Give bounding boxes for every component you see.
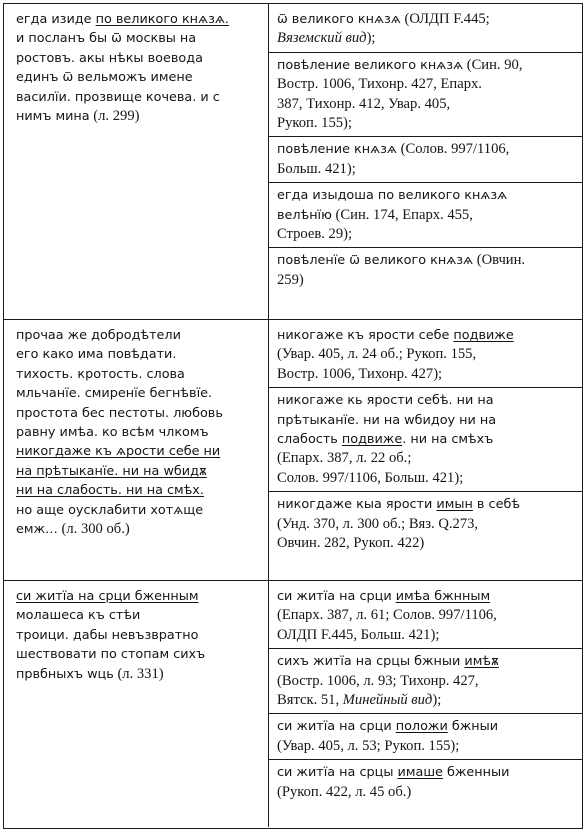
text-line	[16, 501, 260, 520]
variant-reading	[277, 140, 574, 179]
text-segment: равну имѣа. ко всѣм члкомъ	[16, 425, 209, 441]
text-segment: (л. 299)	[89, 108, 140, 125]
text-line	[277, 75, 574, 94]
text-segment: на прѣтыканїе. ни на wбидѫ	[16, 463, 207, 479]
table-row-3	[4, 581, 582, 827]
text-segment: себе	[414, 328, 454, 343]
text-segment: никогдаже къ ѧрости себе ни	[16, 444, 221, 460]
text-line	[277, 10, 574, 29]
text-segment: молашеса къ стѣи	[16, 608, 141, 624]
text-line	[277, 411, 574, 430]
text-segment: имын	[436, 497, 473, 513]
text-segment: ѿ великого кнѧзѧ	[277, 12, 401, 27]
text-line	[277, 251, 574, 270]
variant-reading	[277, 186, 574, 244]
text-segment: си житїа на срци бженным	[16, 589, 199, 604]
text-segment: емж…	[16, 522, 58, 538]
text-line	[16, 606, 260, 625]
text-segment: мльчанїе. смиренїе бегнѣвїе.	[16, 386, 213, 402]
text-segment: (Син. 174, Епарх. 455,	[331, 206, 473, 223]
text-segment: в себѣ	[472, 497, 520, 513]
text-line	[277, 691, 574, 710]
variant-divider	[269, 648, 582, 649]
variant-reading	[277, 251, 574, 290]
text-line	[16, 326, 260, 345]
text-segment: );	[432, 692, 442, 709]
text-segment: по великого кнѧзѧ.	[95, 12, 229, 27]
row-3-right-cell	[269, 581, 582, 827]
text-line	[277, 626, 574, 645]
text-line	[16, 29, 260, 48]
text-line	[277, 587, 574, 606]
variant-divider	[269, 136, 582, 137]
text-line	[277, 717, 574, 736]
text-segment: (Увар. 405, л. 53; Рукоп. 155);	[277, 737, 460, 754]
text-segment: нимъ мина	[16, 109, 90, 125]
text-segment: си житїа на срци	[277, 719, 396, 735]
row-3-left-cell	[4, 581, 269, 827]
text-segment: никогаже кь ярости себѣ. ни на	[277, 393, 494, 409]
text-segment: сихъ житїа на срцы бжныи	[277, 654, 465, 670]
text-segment: (л. 300 об.)	[57, 521, 130, 538]
text-line	[277, 391, 574, 410]
text-segment: Больш. 421);	[277, 160, 356, 177]
text-segment: (Унд. 370, л. 300 об.; Вяз. Q.273,	[277, 515, 479, 532]
text-segment: 259)	[277, 271, 304, 288]
text-line	[277, 606, 574, 625]
text-segment: си житїа на срцы	[277, 765, 398, 781]
text-segment: простота бес пестоты. любовь	[16, 405, 223, 421]
row-1-left-cell	[4, 4, 269, 319]
text-line	[277, 56, 574, 75]
text-segment: имаше	[397, 765, 443, 781]
variant-reading	[277, 56, 574, 134]
text-line	[16, 10, 260, 29]
text-segment: 387, Тихонр. 412, Увар. 405,	[277, 95, 451, 112]
text-segment: (Рукоп. 422, л. 45 об.)	[277, 783, 412, 800]
text-segment: . ни на смѣхъ	[402, 432, 494, 448]
variant-divider	[269, 387, 582, 388]
text-line	[16, 626, 260, 645]
row-2-right-cell	[269, 320, 582, 580]
text-line	[16, 442, 260, 461]
text-segment: имѣѫ	[464, 654, 499, 670]
comparison-table	[3, 3, 583, 829]
text-line	[277, 271, 574, 290]
text-segment: егда изиде	[16, 12, 96, 27]
text-line	[277, 206, 574, 225]
text-segment: (л. 331)	[113, 665, 164, 682]
text-segment: прѣтыканїе. ни на wбидоу ни на	[277, 412, 497, 428]
text-line	[277, 737, 574, 756]
table-row-1	[4, 4, 582, 320]
text-line	[277, 29, 574, 48]
text-line	[277, 326, 574, 345]
text-line	[277, 186, 574, 205]
variant-reading	[277, 326, 574, 384]
variant-reading	[277, 717, 574, 756]
variant-divider	[269, 182, 582, 183]
text-segment: (Епарх. 387, л. 22 об.;	[277, 450, 412, 467]
text-line	[277, 114, 574, 133]
text-line	[277, 495, 574, 514]
text-segment: тихость. кротость. слова	[16, 366, 185, 382]
text-line	[277, 365, 574, 384]
variant-divider	[269, 247, 582, 248]
text-segment: сти	[391, 328, 415, 343]
text-line	[16, 384, 260, 403]
text-line	[277, 672, 574, 691]
text-segment: бжныи	[447, 719, 499, 735]
text-segment: ростовъ. акы нѣкы воевода	[16, 50, 203, 66]
text-line	[16, 88, 260, 107]
row-2-left-cell	[4, 320, 269, 580]
text-segment: подвиже	[453, 328, 514, 343]
text-line	[277, 763, 574, 782]
text-line	[16, 520, 260, 539]
variant-divider	[269, 713, 582, 714]
text-segment: слабость	[277, 432, 342, 448]
variant-divider	[269, 759, 582, 760]
text-line	[277, 469, 574, 488]
text-segment: Вяземский вид	[277, 30, 367, 47]
text-segment: Рукоп. 155);	[277, 115, 352, 132]
text-line	[16, 462, 260, 481]
text-segment: ни на слабость. ни на смѣх.	[16, 483, 204, 499]
text-line	[277, 140, 574, 159]
text-line	[277, 783, 574, 802]
variant-divider	[269, 52, 582, 53]
text-segment: имѣа бжнным	[395, 589, 491, 604]
text-line	[277, 160, 574, 179]
text-segment: и посланъ бы ѿ москвы на	[16, 31, 197, 47]
text-segment: првбныхъ wць	[16, 666, 114, 682]
text-segment: си житїа на срци	[277, 589, 396, 604]
variant-reading	[277, 652, 574, 710]
text-line	[16, 665, 260, 684]
text-line	[277, 652, 574, 671]
text-segment: (Овчин.	[473, 252, 526, 269]
text-segment: Овчин. 282, Рукоп. 422)	[277, 535, 425, 552]
text-line	[277, 430, 574, 449]
text-line	[277, 225, 574, 244]
text-segment: (Увар. 405, л. 24 об.; Рукоп. 155,	[277, 346, 477, 363]
text-line	[16, 645, 260, 664]
text-line	[16, 423, 260, 442]
text-segment: Солов. 997/1106, Больш. 421);	[277, 469, 464, 486]
text-segment: его како има повѣдати.	[16, 347, 177, 363]
text-segment: (Епарх. 387, л. 61; Солов. 997/1106,	[277, 607, 497, 624]
text-line	[277, 449, 574, 468]
variant-reading	[277, 495, 574, 553]
variant-reading	[277, 391, 574, 488]
table-row-2	[4, 320, 582, 581]
text-line	[16, 404, 260, 423]
text-segment: ОЛДП F.445, Больш. 421);	[277, 626, 440, 643]
text-segment: (Солов. 997/1106,	[396, 141, 510, 158]
text-line	[277, 345, 574, 364]
text-segment: но аще оусклабити хотѧще	[16, 502, 204, 518]
text-segment: василїи. прозвище кочева. и с	[16, 89, 220, 105]
text-segment: повѣление великого кнѧзѧ	[277, 57, 464, 73]
variant-reading	[277, 10, 574, 49]
row-1-right-cell	[269, 4, 582, 319]
text-segment: троици. дабы невъзвратно	[16, 627, 199, 643]
text-segment: подвиже	[341, 432, 403, 448]
text-line	[16, 365, 260, 384]
text-line	[16, 107, 260, 126]
text-segment: бженныи	[442, 765, 510, 781]
text-line	[277, 534, 574, 553]
text-segment: велѣнїю	[277, 207, 332, 223]
text-segment: повѣление кнѧзѧ	[277, 142, 397, 158]
text-segment: единъ ѿ вельможъ имене	[16, 70, 193, 86]
text-segment: Вятск. 51,	[277, 692, 343, 709]
text-segment: (Востр. 1006, л. 93; Тихонр. 427,	[277, 672, 479, 689]
text-line	[16, 345, 260, 364]
text-segment: положи	[395, 719, 448, 735]
text-segment: Востр. 1006, Тихонр. 427, Епарх.	[277, 76, 482, 93]
text-line	[16, 49, 260, 68]
variant-divider	[269, 491, 582, 492]
text-line	[16, 587, 260, 606]
text-segment: Минейный вид	[342, 692, 433, 709]
text-segment: (ОЛДП F.445;	[400, 11, 490, 27]
variant-reading	[277, 587, 574, 645]
text-segment: повѣленїе ѿ великого кнѧзѧ	[277, 253, 474, 269]
text-segment: никогаже къ яро	[277, 328, 392, 343]
text-segment: шествовати по стопам сихъ	[16, 647, 206, 663]
text-segment: егда изыдоша по великого кнѧзѧ	[277, 188, 508, 204]
text-segment: (Син. 90,	[463, 56, 523, 73]
text-segment: прочаа же добродѣтели	[16, 328, 181, 343]
text-line	[277, 515, 574, 534]
text-segment: Строев. 29);	[277, 226, 353, 243]
text-line	[16, 481, 260, 500]
variant-reading	[277, 763, 574, 802]
text-segment: );	[366, 30, 376, 47]
text-line	[16, 68, 260, 87]
text-line	[277, 95, 574, 114]
text-segment: никогдаже кыа ярости	[277, 497, 437, 513]
text-segment: Востр. 1006, Тихонр. 427);	[277, 365, 443, 382]
